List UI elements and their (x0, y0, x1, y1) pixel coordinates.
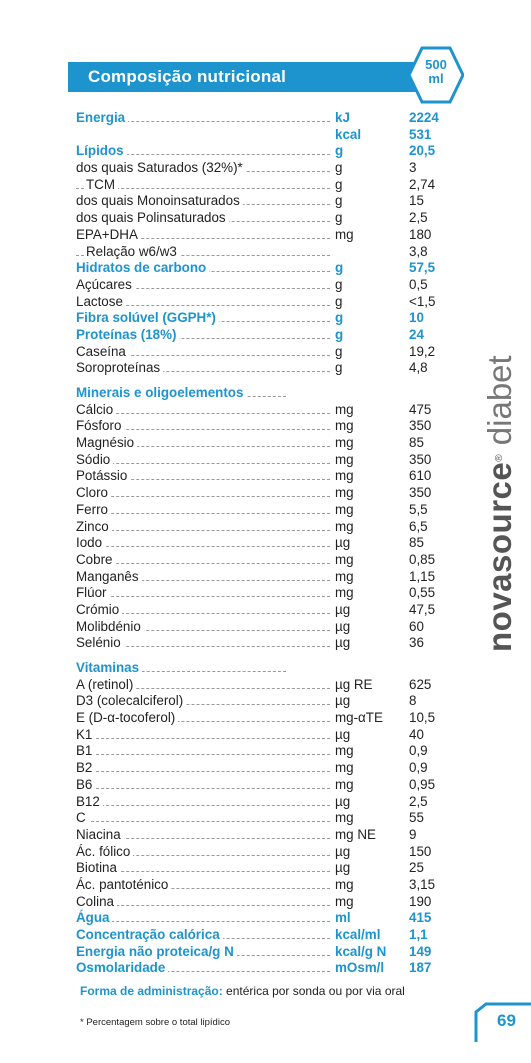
nutrient-row (76, 435, 456, 452)
nutrient-row (76, 552, 456, 569)
nutrient-row (76, 960, 456, 977)
nutrient-row (76, 360, 456, 377)
footnote: * Percentagem sobre o total lipídico (80, 1017, 230, 1028)
nutrient-name: Niacina (76, 827, 124, 844)
nutrient-row (76, 760, 456, 777)
section-title: Minerais e oligoelementos (76, 385, 246, 402)
nutrient-unit: mg (335, 401, 354, 417)
nutrient-unit: g (335, 210, 343, 226)
nutrient-value: 8 (409, 693, 417, 709)
nutrient-name: dos quais Polinsaturados (76, 210, 229, 227)
nutrient-unit: mg (335, 226, 354, 242)
nutrition-table (76, 110, 456, 977)
nutrient-row (76, 160, 456, 177)
nutrient-name: Crómio (76, 602, 122, 619)
nutrient-unit: kcal/ml (335, 927, 381, 942)
nutrient-name: C (76, 810, 89, 827)
nutrient-name: Molibdénio (76, 619, 144, 636)
nutrient-unit: µg (335, 860, 351, 876)
nutrient-row (76, 693, 456, 710)
nutrient-value: 415 (409, 910, 432, 926)
brand-product: diabet (481, 355, 518, 455)
nutrient-unit: mg (335, 551, 354, 567)
nutrient-unit: mg (335, 743, 354, 759)
nutrient-value: 149 (409, 943, 432, 959)
nutrient-value: 3 (409, 160, 417, 176)
page-number: 69 (497, 1011, 516, 1030)
nutrient-unit: mg (335, 501, 354, 517)
nutrient-name: Fósforo (76, 418, 124, 435)
nutrient-value: 5,5 (409, 501, 428, 517)
nutrient-value: 55 (409, 810, 424, 826)
nutrient-name: Relação w6/w3 (86, 244, 180, 261)
nutrient-unit: mg NE (335, 826, 376, 842)
nutrient-unit: g (335, 360, 343, 376)
leader-dots (76, 821, 330, 822)
nutrient-row (76, 585, 456, 602)
section-header (68, 62, 452, 92)
nutrient-value: 0,9 (409, 760, 428, 776)
nutrient-row (76, 402, 456, 419)
nutrient-unit: g (335, 260, 344, 276)
nutrient-name: Iodo (76, 535, 105, 552)
badge-volume: 500 (425, 57, 447, 72)
nutrient-unit: kJ (335, 110, 350, 125)
nutrient-value: 6,5 (409, 518, 428, 534)
brand-name: novasource (481, 461, 518, 652)
nutrient-value: 20,5 (409, 143, 436, 159)
nutrient-row (76, 894, 456, 911)
nutrient-value: 190 (409, 893, 432, 909)
leader-dots (76, 921, 330, 922)
nutrient-value: 350 (409, 451, 432, 467)
nutrient-row (76, 827, 456, 844)
nutrient-value: <1,5 (409, 293, 436, 309)
administration-text: entérica por sonda ou por via oral (222, 984, 405, 998)
nutrient-value: 0,55 (409, 585, 436, 601)
nutrient-value: 36 (409, 635, 424, 651)
nutrient-name: dos quais Saturados (32%)* (76, 160, 246, 177)
nutrient-row (76, 143, 456, 160)
volume-badge (408, 46, 464, 104)
nutrient-unit: g (335, 276, 343, 292)
nutrient-name: Selénio (76, 635, 124, 652)
nutrient-name: B6 (76, 777, 95, 794)
administration-note (80, 984, 405, 998)
leader-dots (76, 513, 330, 514)
nutrient-name: Colina (76, 894, 117, 911)
nutrient-name: Energia não proteica/g N (76, 944, 237, 961)
nutrient-name: Lípidos (76, 143, 127, 160)
nutrient-unit: µg (335, 601, 351, 617)
nutrient-name: A (retinol) (76, 677, 136, 694)
nutrient-unit: µg (335, 535, 351, 551)
nutrient-value: 85 (409, 435, 424, 451)
nutrient-name: B1 (76, 743, 95, 760)
nutrient-name: EPA+DHA (76, 227, 141, 244)
nutrient-value: 24 (409, 326, 424, 342)
nutrient-row (76, 210, 456, 227)
nutrient-value: 2,74 (409, 176, 436, 192)
nutrient-name: Flúor (76, 585, 110, 602)
nutrient-row (76, 344, 456, 361)
nutrient-value: 9 (409, 826, 417, 842)
nutrient-unit: µg (335, 726, 351, 742)
nutrient-row (76, 927, 456, 944)
nutrient-row (76, 327, 456, 344)
administration-label: Forma de administração: (80, 984, 223, 998)
leader-dots (76, 496, 330, 497)
nutrient-row (76, 244, 456, 261)
nutrient-value: 10,5 (409, 710, 436, 726)
nutrient-row (76, 468, 456, 485)
nutrient-row (76, 944, 456, 961)
section-title: Vitaminas (76, 660, 142, 677)
nutrient-row (76, 418, 456, 435)
nutrient-name: Zinco (76, 519, 112, 536)
leader-dots (76, 546, 330, 547)
nutrient-value: 40 (409, 726, 424, 742)
nutrient-value: 4,8 (409, 360, 428, 376)
nutrient-name: dos quais Monoinsaturados (76, 193, 243, 210)
nutrient-row (76, 277, 456, 294)
nutrient-unit: g (335, 310, 344, 326)
nutrient-unit: mg (335, 760, 354, 776)
nutrient-unit: g (335, 193, 343, 209)
nutrient-value: 10 (409, 310, 424, 326)
nutrient-value: 47,5 (409, 601, 436, 617)
nutrient-unit: mg (335, 776, 354, 792)
nutrient-name: Soroproteínas (76, 360, 163, 377)
nutrient-name: Cloro (76, 485, 111, 502)
nutrient-name: Sódio (76, 452, 113, 469)
nutrient-name: Manganês (76, 569, 142, 586)
nutrient-name: Concentração calórica (76, 927, 223, 944)
nutrient-row (76, 860, 456, 877)
nutrient-row (76, 502, 456, 519)
nutrient-row (76, 844, 456, 861)
nutrient-value: 0,85 (409, 551, 436, 567)
nutrient-name: Caseína (76, 344, 129, 361)
nutrient-value: 57,5 (409, 260, 436, 276)
nutrient-unit: µg (335, 618, 351, 634)
nutrient-unit: mg (335, 451, 354, 467)
brand-logo (480, 355, 520, 652)
nutrient-value: 180 (409, 226, 432, 242)
nutrient-unit: g (335, 160, 343, 176)
nutrient-unit: mg (335, 568, 354, 584)
nutrient-unit: kcal (335, 126, 362, 142)
nutrient-value: 85 (409, 535, 424, 551)
nutrient-unit: µg (335, 793, 351, 809)
nutrient-value: 150 (409, 843, 432, 859)
leader-dots (76, 738, 330, 739)
nutrient-unit: g (335, 293, 343, 309)
nutrient-unit: µg (335, 843, 351, 859)
nutrient-name: Ác. pantoténico (76, 877, 171, 894)
nutrient-value: 531 (409, 126, 432, 142)
nutrient-row (76, 635, 456, 652)
nutrient-unit: mOsm/l (335, 960, 385, 976)
nutrient-unit: mg (335, 893, 354, 909)
nutrient-name: Hidratos de carbono (76, 260, 209, 277)
nutrient-unit: µg (335, 635, 351, 651)
nutrient-name: E (D-α-tocoferol) (76, 710, 178, 727)
nutrient-row (76, 127, 456, 144)
nutrient-unit: g (335, 143, 344, 159)
nutrient-row (76, 227, 456, 244)
nutrient-unit: g (335, 343, 343, 359)
nutrient-row (76, 619, 456, 636)
leader-dots (76, 754, 330, 755)
nutrient-row (76, 677, 456, 694)
nutrient-unit: mg (335, 468, 354, 484)
nutrient-unit: g (335, 326, 344, 342)
nutrient-name: Água (76, 910, 112, 927)
nutrient-value: 475 (409, 401, 432, 417)
nutrient-row (76, 452, 456, 469)
nutrient-row (76, 794, 456, 811)
nutrient-name: Magnésio (76, 435, 137, 452)
nutrient-row (76, 260, 456, 277)
nutrient-name: Açúcares (76, 277, 135, 294)
nutrient-row (76, 877, 456, 894)
nutrient-value: 0,9 (409, 743, 428, 759)
nutrient-value: 15 (409, 193, 424, 209)
nutrient-name: D3 (colecalciferol) (76, 693, 186, 710)
nutrient-name: Ác. fólico (76, 844, 133, 861)
nutrient-value: 25 (409, 860, 424, 876)
leader-dots (76, 596, 330, 597)
leader-dots (76, 530, 330, 531)
nutrient-name: B2 (76, 760, 95, 777)
section-gap (76, 377, 456, 385)
nutrient-row (76, 177, 456, 194)
nutrient-value: 1,15 (409, 568, 436, 584)
nutrient-name: Lactose (76, 294, 126, 311)
nutrient-value: 60 (409, 618, 424, 634)
nutrient-row (76, 310, 456, 327)
nutrient-unit: µg (335, 693, 351, 709)
leader-dots (76, 805, 330, 806)
nutrient-row (76, 485, 456, 502)
nutrient-value: 187 (409, 960, 432, 976)
nutrient-name: Cobre (76, 552, 115, 569)
nutrient-name: Cálcio (76, 402, 116, 419)
nutrient-unit: g (335, 176, 343, 192)
nutrient-value: 2,5 (409, 210, 428, 226)
nutrient-unit: mg (335, 418, 354, 434)
nutrient-row (76, 569, 456, 586)
nutrient-name: Ferro (76, 502, 111, 519)
nutrient-row (76, 810, 456, 827)
nutrient-name: Fibra solúvel (GGPH*) (76, 310, 219, 327)
nutrient-unit: mg (335, 435, 354, 451)
nutrient-value: 2224 (409, 110, 439, 125)
nutrient-row (76, 294, 456, 311)
nutrient-value: 0,5 (409, 276, 428, 292)
nutrient-row (76, 535, 456, 552)
nutrient-value: 2,5 (409, 793, 428, 809)
nutrient-name: K1 (76, 727, 95, 744)
nutrient-unit: mg (335, 485, 354, 501)
nutrient-unit: ml (335, 910, 351, 926)
nutrient-unit: mg (335, 810, 354, 826)
nutrient-row (76, 193, 456, 210)
nutrient-row (76, 602, 456, 619)
nutrient-value: 625 (409, 676, 432, 692)
nutrient-value: 610 (409, 468, 432, 484)
nutrient-row (76, 519, 456, 536)
nutrient-row (76, 110, 456, 127)
nutrient-row (76, 727, 456, 744)
nutrient-unit: mg-αTE (335, 710, 383, 726)
nutrient-unit: kcal/g N (335, 943, 387, 959)
registered-mark: ® (494, 454, 505, 462)
nutrient-name: Biotina (76, 860, 120, 877)
page-title: Composição nutricional (88, 67, 287, 86)
section-heading (76, 385, 456, 402)
section-heading (76, 660, 456, 677)
nutrient-name: B12 (76, 794, 103, 811)
nutrient-row (76, 743, 456, 760)
nutrient-value: 0,95 (409, 776, 436, 792)
nutrient-unit: mg (335, 585, 354, 601)
nutrient-value: 350 (409, 418, 432, 434)
nutrient-row (76, 910, 456, 927)
nutrient-value: 1,1 (409, 927, 428, 942)
nutrient-name: Proteínas (18%) (76, 327, 179, 344)
leader-dots (76, 788, 330, 789)
nutrient-unit: µg RE (335, 676, 373, 692)
nutrient-value: 19,2 (409, 343, 436, 359)
nutrient-value: 3,8 (409, 243, 428, 259)
nutrient-row (76, 777, 456, 794)
nutrient-unit: mg (335, 518, 354, 534)
nutrient-row (76, 710, 456, 727)
nutrient-value: 350 (409, 485, 432, 501)
section-gap (76, 652, 456, 660)
badge-unit: ml (428, 71, 444, 86)
nutrient-name: Osmolaridade (76, 960, 168, 977)
leader-dots (76, 463, 330, 464)
nutrient-name: TCM (86, 177, 118, 194)
nutrient-value: 3,15 (409, 876, 436, 892)
nutrient-name: Potássio (76, 468, 130, 485)
nutrient-unit: mg (335, 876, 354, 892)
leader-dots (76, 771, 330, 772)
nutrient-name: Energia (76, 110, 128, 127)
